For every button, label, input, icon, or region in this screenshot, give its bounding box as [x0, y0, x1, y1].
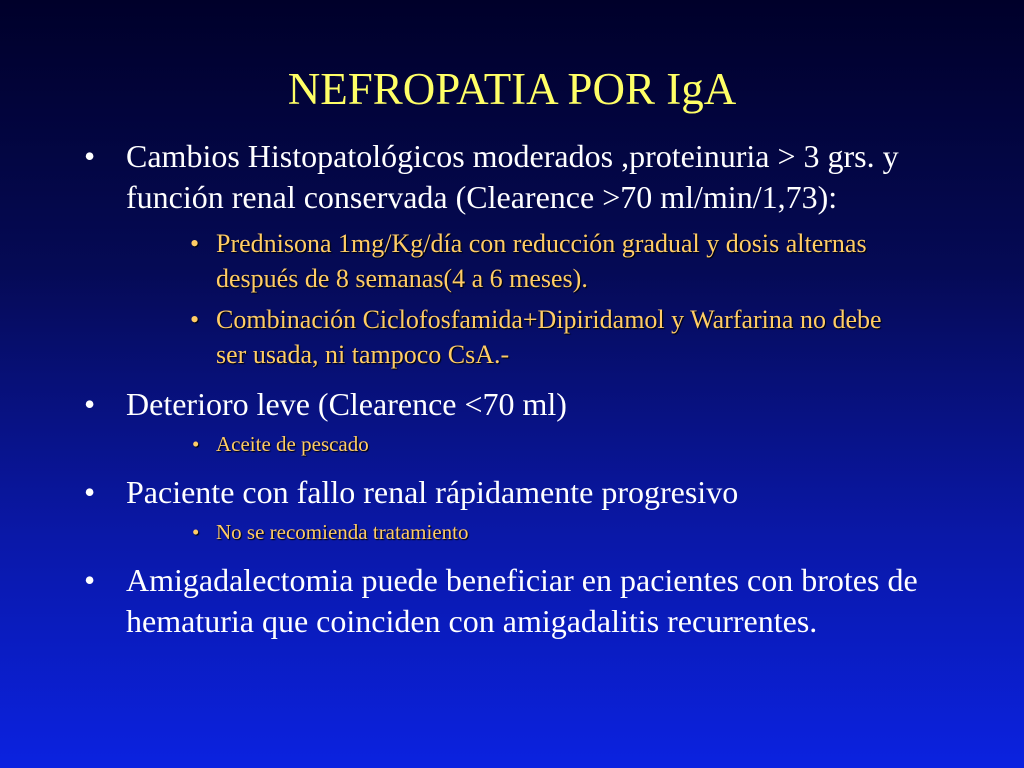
sub-bullet-text: No se recomienda tratamiento: [216, 520, 469, 544]
sub-bullet-item: [0, 516, 1024, 548]
bullet-text: Cambios Histopatológicos moderados ,proteinuria > 3 grs. y función renal conservada (Clearence >70 ml/min/1,73):: [126, 138, 899, 215]
bullet-icon: •: [84, 138, 96, 174]
sub-bullet-text: Combinación Ciclofosfamida+Dipiridamol y Warfarina no debe ser usada, ni tampoco CsA.-: [216, 305, 882, 369]
bullet-text: Paciente con fallo renal rápidamente progresivo: [126, 474, 739, 510]
bullet-item-3: [0, 472, 1024, 513]
bullet-item-2: [0, 384, 1024, 425]
bullet-icon: •: [84, 386, 96, 422]
bullet-icon: •: [84, 474, 96, 510]
sub-bullet-item: [0, 428, 1024, 460]
bullet-text: Amigadalectomia puede beneficiar en pacientes con brotes de hematuria que coinciden con amigadalitis recurrentes.: [126, 562, 918, 639]
sub-bullet-item: [0, 302, 1024, 372]
bullet-text: Deterioro leve (Clearence <70 ml): [126, 386, 567, 422]
bullet-icon: •: [84, 562, 96, 598]
bullet-item-4: [0, 560, 1024, 642]
bullet-icon: •: [190, 305, 200, 334]
bullet-icon: •: [190, 229, 200, 258]
sub-bullet-text: Aceite de pescado: [216, 432, 369, 456]
bullet-icon: •: [192, 432, 200, 456]
sub-bullet-text: Prednisona 1mg/Kg/día con reducción gradual y dosis alternas después de 8 semanas(4 a 6 meses).: [216, 229, 867, 293]
bullet-icon: •: [192, 520, 200, 544]
slide-title: NEFROPATIA POR IgA: [287, 64, 737, 114]
bullet-item-1: [0, 136, 1024, 218]
sub-bullet-item: [0, 226, 1024, 296]
bullet-list: [0, 136, 1024, 642]
